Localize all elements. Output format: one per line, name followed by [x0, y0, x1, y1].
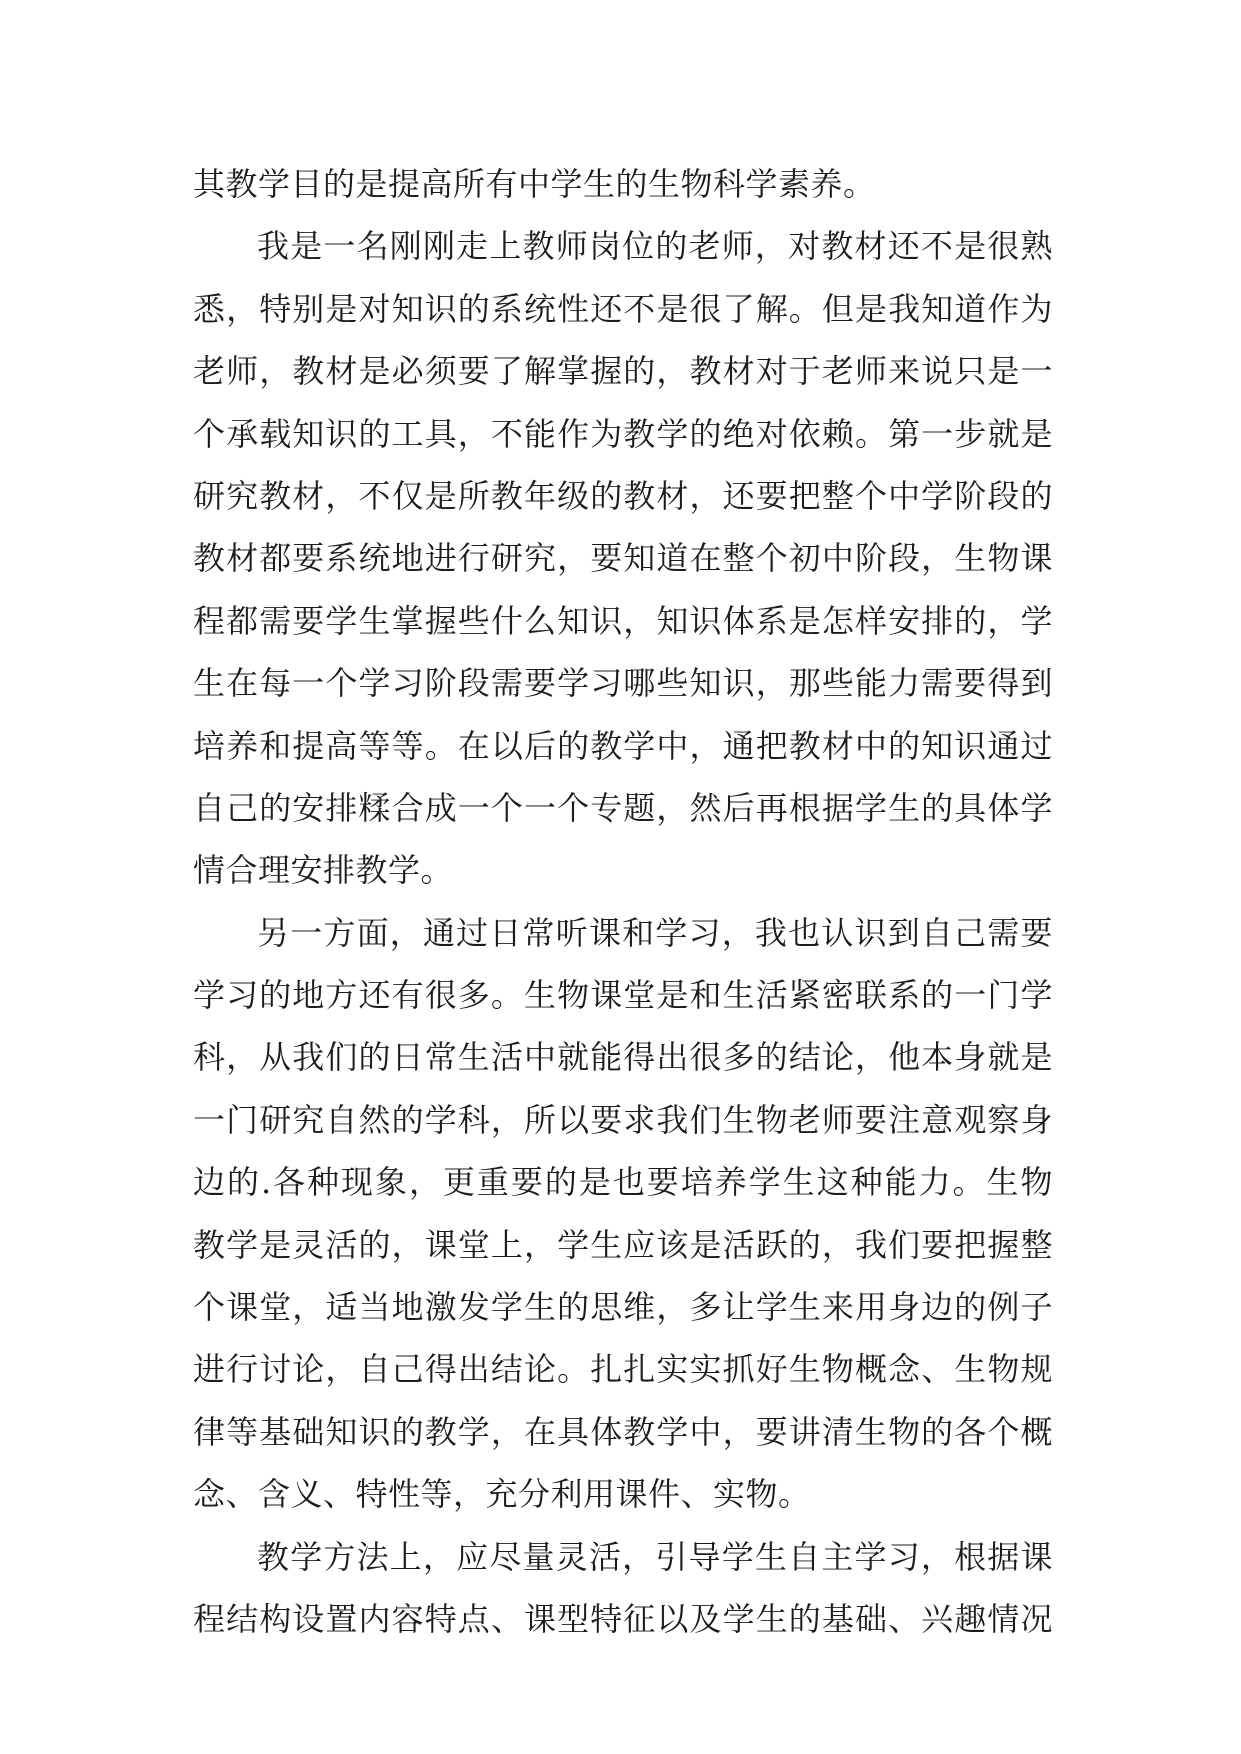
text-line: 个课堂，适当地激发学生的思维，多让学生来用身边的例子: [193, 1288, 1053, 1327]
text-line: 科，从我们的日常生活中就能得出很多的结论，他本身就是: [193, 1038, 1053, 1077]
paragraph-start-line: 另一方面，通过日常听课和学习，我也认识到自己需要: [257, 913, 1053, 952]
text-line: 边的.各种现象，更重要的是也要培养学生这种能力。生物: [193, 1163, 1053, 1202]
text-line: 程结构设置内容特点、课型特征以及学生的基础、兴趣情况: [193, 1599, 1053, 1638]
paragraph-start-line: 我是一名刚刚走上教师岗位的老师，对教材还不是很熟: [257, 227, 1053, 266]
text-line: 生在每一个学习阶段需要学习哪些知识，那些能力需要得到: [193, 664, 1053, 703]
text-line: 悉，特别是对知识的系统性还不是很了解。但是我知道作为: [193, 289, 1053, 328]
paragraph-start-line: 教学方法上，应尽量灵活，引导学生自主学习，根据课: [257, 1537, 1053, 1576]
text-line: 情合理安排教学。: [193, 851, 454, 890]
text-line: 一门研究自然的学科，所以要求我们生物老师要注意观察身: [193, 1100, 1053, 1139]
text-line: 老师，教材是必须要了解掌握的，教材对于老师来说只是一: [193, 352, 1053, 391]
text-line: 进行讨论，自己得出结论。扎扎实实抓好生物概念、生物规: [193, 1350, 1053, 1389]
text-line: 个承载知识的工具，不能作为教学的绝对依赖。第一步就是: [193, 414, 1053, 453]
text-line: 研究教材，不仅是所教年级的教材，还要把整个中学阶段的: [193, 476, 1053, 515]
text-line: 教学是灵活的，课堂上，学生应该是活跃的，我们要把握整: [193, 1225, 1053, 1264]
text-line: 学习的地方还有很多。生物课堂是和生活紧密联系的一门学: [193, 976, 1053, 1015]
text-line: 其教学目的是提高所有中学生的生物科学素养。: [193, 165, 876, 203]
text-line: 念、含义、特性等，充分利用课件、实物。: [193, 1475, 811, 1514]
text-line: 律等基础知识的教学，在具体教学中，要讲清生物的各个概: [193, 1412, 1053, 1451]
text-line: 教材都要系统地进行研究，要知道在整个初中阶段，生物课: [193, 539, 1053, 578]
text-line: 自己的安排糅合成一个一个专题，然后再根据学生的具体学: [193, 788, 1053, 827]
text-line: 程都需要学生掌握些什么知识，知识体系是怎样安排的，学: [193, 601, 1053, 640]
text-line: 培养和提高等等。在以后的教学中，通把教材中的知识通过: [193, 726, 1053, 765]
body-text: [193, 153, 1053, 1650]
